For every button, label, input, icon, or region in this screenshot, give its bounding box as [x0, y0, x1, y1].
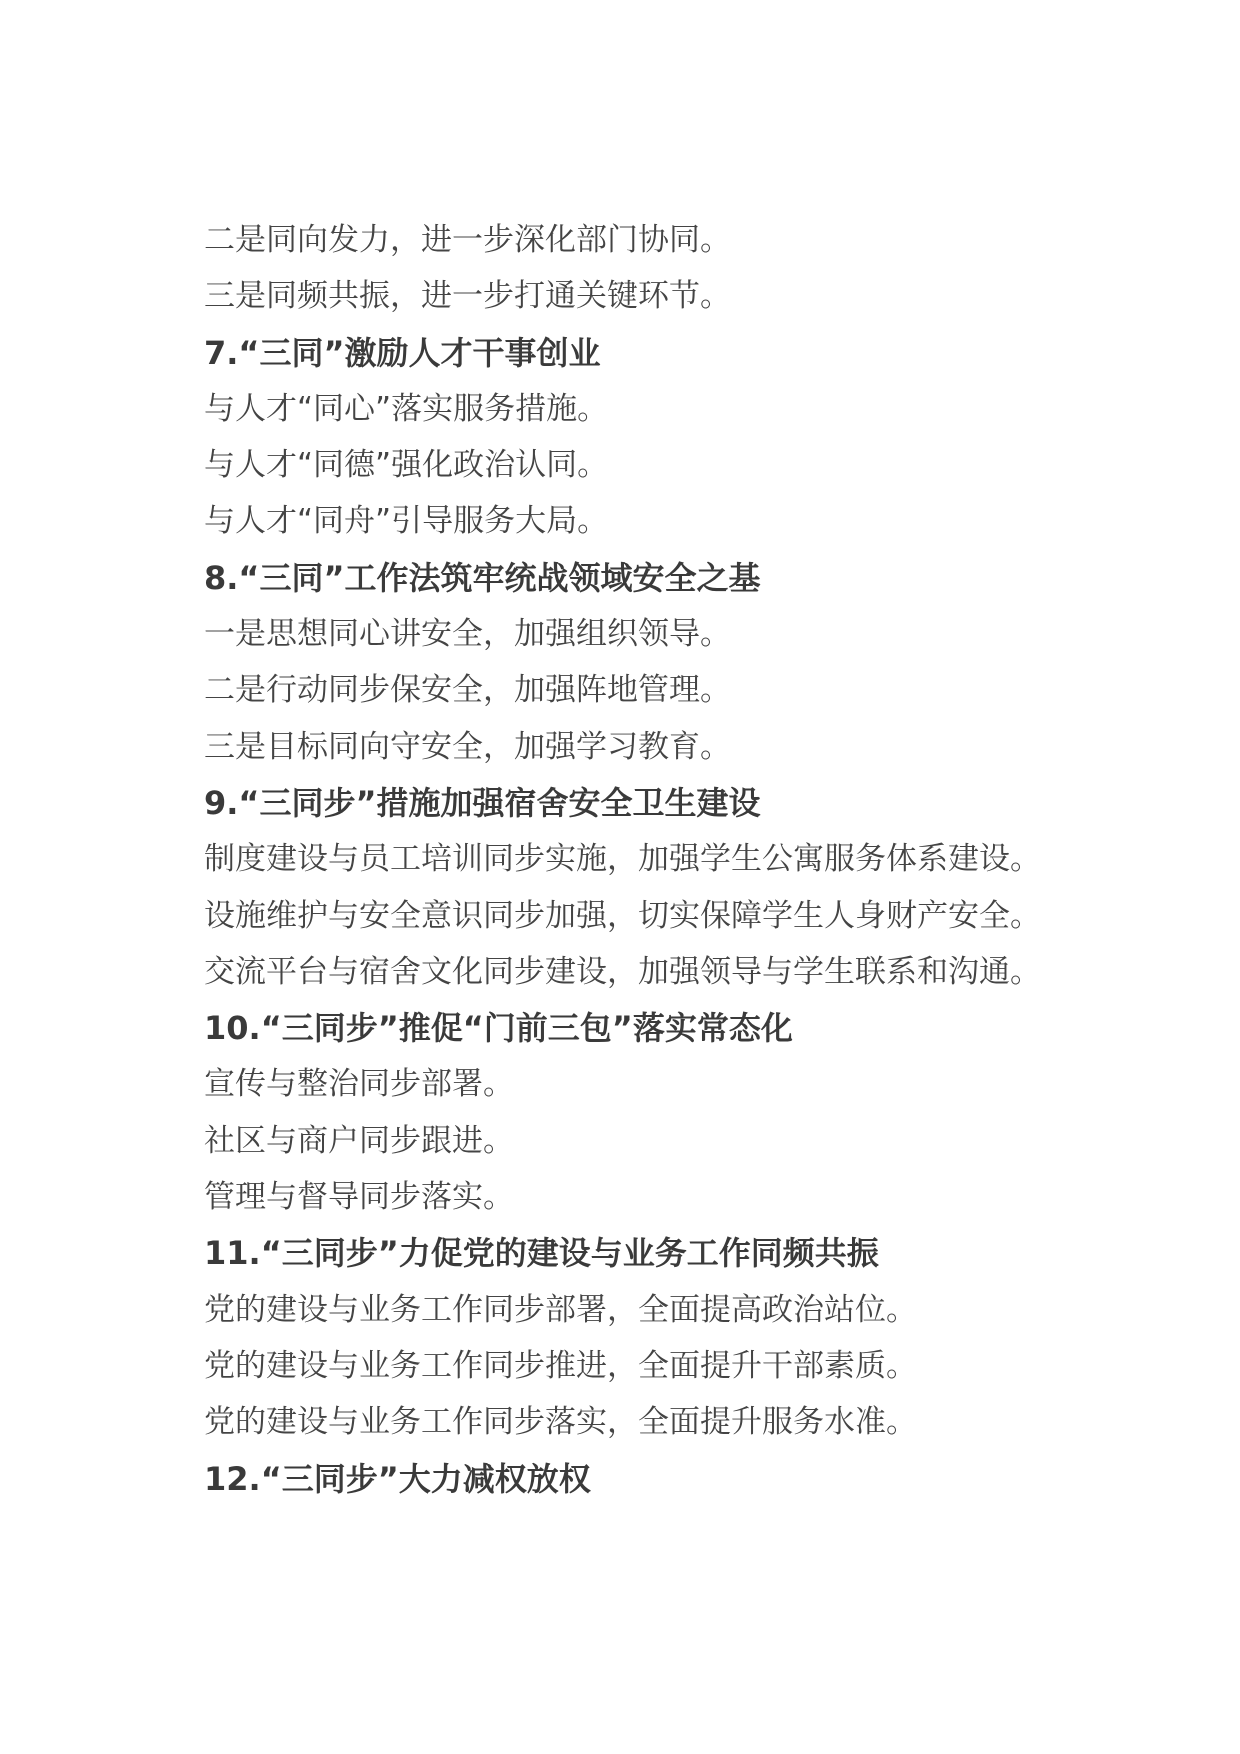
body-line: 党的建设与业务工作同步落实，全面提升服务水准。	[204, 1404, 917, 1441]
section-heading: 12.“三同步”大力减权放权	[204, 1459, 591, 1498]
body-line: 管理与督导同步落实。	[204, 1179, 514, 1216]
section-heading: 9.“三同步”措施加强宿舍安全卫生建设	[204, 783, 761, 822]
body-line: 党的建设与业务工作同步部署，全面提高政治站位。	[204, 1291, 917, 1328]
body-line: 与人才“同舟”引导服务大局。	[204, 503, 609, 540]
body-line: 一是思想同心讲安全，加强组织领导。	[204, 616, 731, 653]
body-line: 三是同频共振，进一步打通关键环节。	[204, 278, 731, 315]
body-line: 党的建设与业务工作同步推进，全面提升干部素质。	[204, 1347, 917, 1384]
body-line: 三是目标同向守安全，加强学习教育。	[204, 728, 731, 765]
body-line: 设施维护与安全意识同步加强，切实保障学生人身财产安全。	[204, 897, 1041, 934]
section-heading: 7.“三同”激励人才干事创业	[204, 333, 601, 372]
document-page	[204, 212, 1164, 1507]
section-heading: 11.“三同步”力促党的建设与业务工作同频共振	[204, 1234, 879, 1273]
body-line: 二是同向发力，进一步深化部门协同。	[204, 222, 731, 258]
body-line: 社区与商户同步跟进。	[204, 1122, 514, 1159]
body-line: 与人才“同德”强化政治认同。	[204, 447, 609, 484]
body-line: 制度建设与员工培训同步实施，加强学生公寓服务体系建设。	[204, 841, 1041, 878]
section-heading: 10.“三同步”推促“门前三包”落实常态化	[204, 1009, 793, 1048]
section-heading: 8.“三同”工作法筑牢统战领域安全之基	[204, 558, 761, 597]
body-line: 二是行动同步保安全，加强阵地管理。	[204, 672, 731, 709]
body-line: 与人才“同心”落实服务措施。	[204, 390, 609, 427]
body-line: 宣传与整治同步部署。	[204, 1066, 514, 1103]
body-line: 交流平台与宿舍文化同步建设，加强领导与学生联系和沟通。	[204, 953, 1041, 990]
